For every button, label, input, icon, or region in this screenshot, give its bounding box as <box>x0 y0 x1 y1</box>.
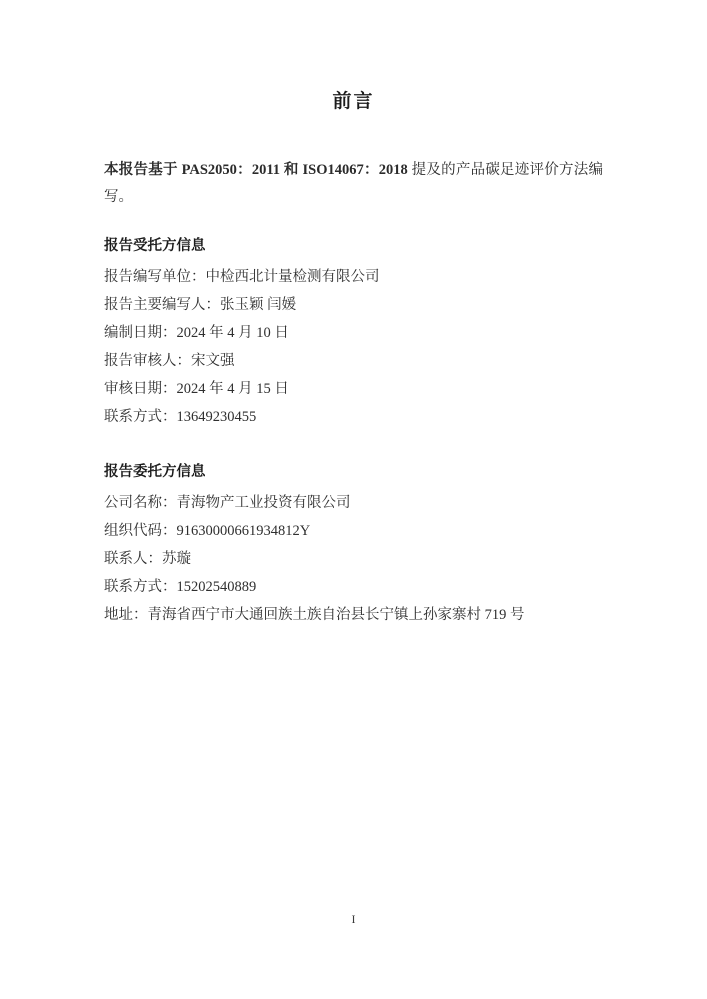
intro-standards-text: 本报告基于 PAS2050：2011 和 ISO14067：2018 <box>104 162 408 178</box>
entrusted-party-heading: 报告受托方信息 <box>104 238 206 254</box>
intro-paragraph <box>104 157 603 211</box>
entrusted-field-contact: 联系方式：13649230455 <box>104 409 257 425</box>
client-field-org-code: 组织代码：91630000661934812Y <box>104 523 311 539</box>
client-field-address: 地址：青海省西宁市大通回族土族自治县长宁镇上孙家寨村 719 号 <box>104 607 525 623</box>
entrusted-field-review-date: 审核日期：2024 年 4 月 15 日 <box>104 381 289 397</box>
entrusted-field-authors: 报告主要编写人：张玉颖 闫媛 <box>104 297 297 313</box>
client-field-company: 公司名称：青海物产工业投资有限公司 <box>104 495 351 511</box>
client-field-contact-phone: 联系方式：15202540889 <box>104 579 257 595</box>
entrusted-field-compile-date: 编制日期：2024 年 4 月 10 日 <box>104 325 289 341</box>
intro-tail-text: 提及的产品碳足迹评价方法编写。 <box>104 162 603 205</box>
client-field-contact-person: 联系人：苏璇 <box>104 551 191 567</box>
page-title: 前言 <box>332 91 375 112</box>
entrusted-field-reviewer: 报告审核人：宋文强 <box>104 353 235 369</box>
client-party-heading: 报告委托方信息 <box>104 464 206 480</box>
document-body <box>104 157 603 629</box>
page-number: I <box>351 912 356 926</box>
entrusted-field-unit: 报告编写单位：中检西北计量检测有限公司 <box>104 269 380 285</box>
section-spacer <box>104 431 603 457</box>
